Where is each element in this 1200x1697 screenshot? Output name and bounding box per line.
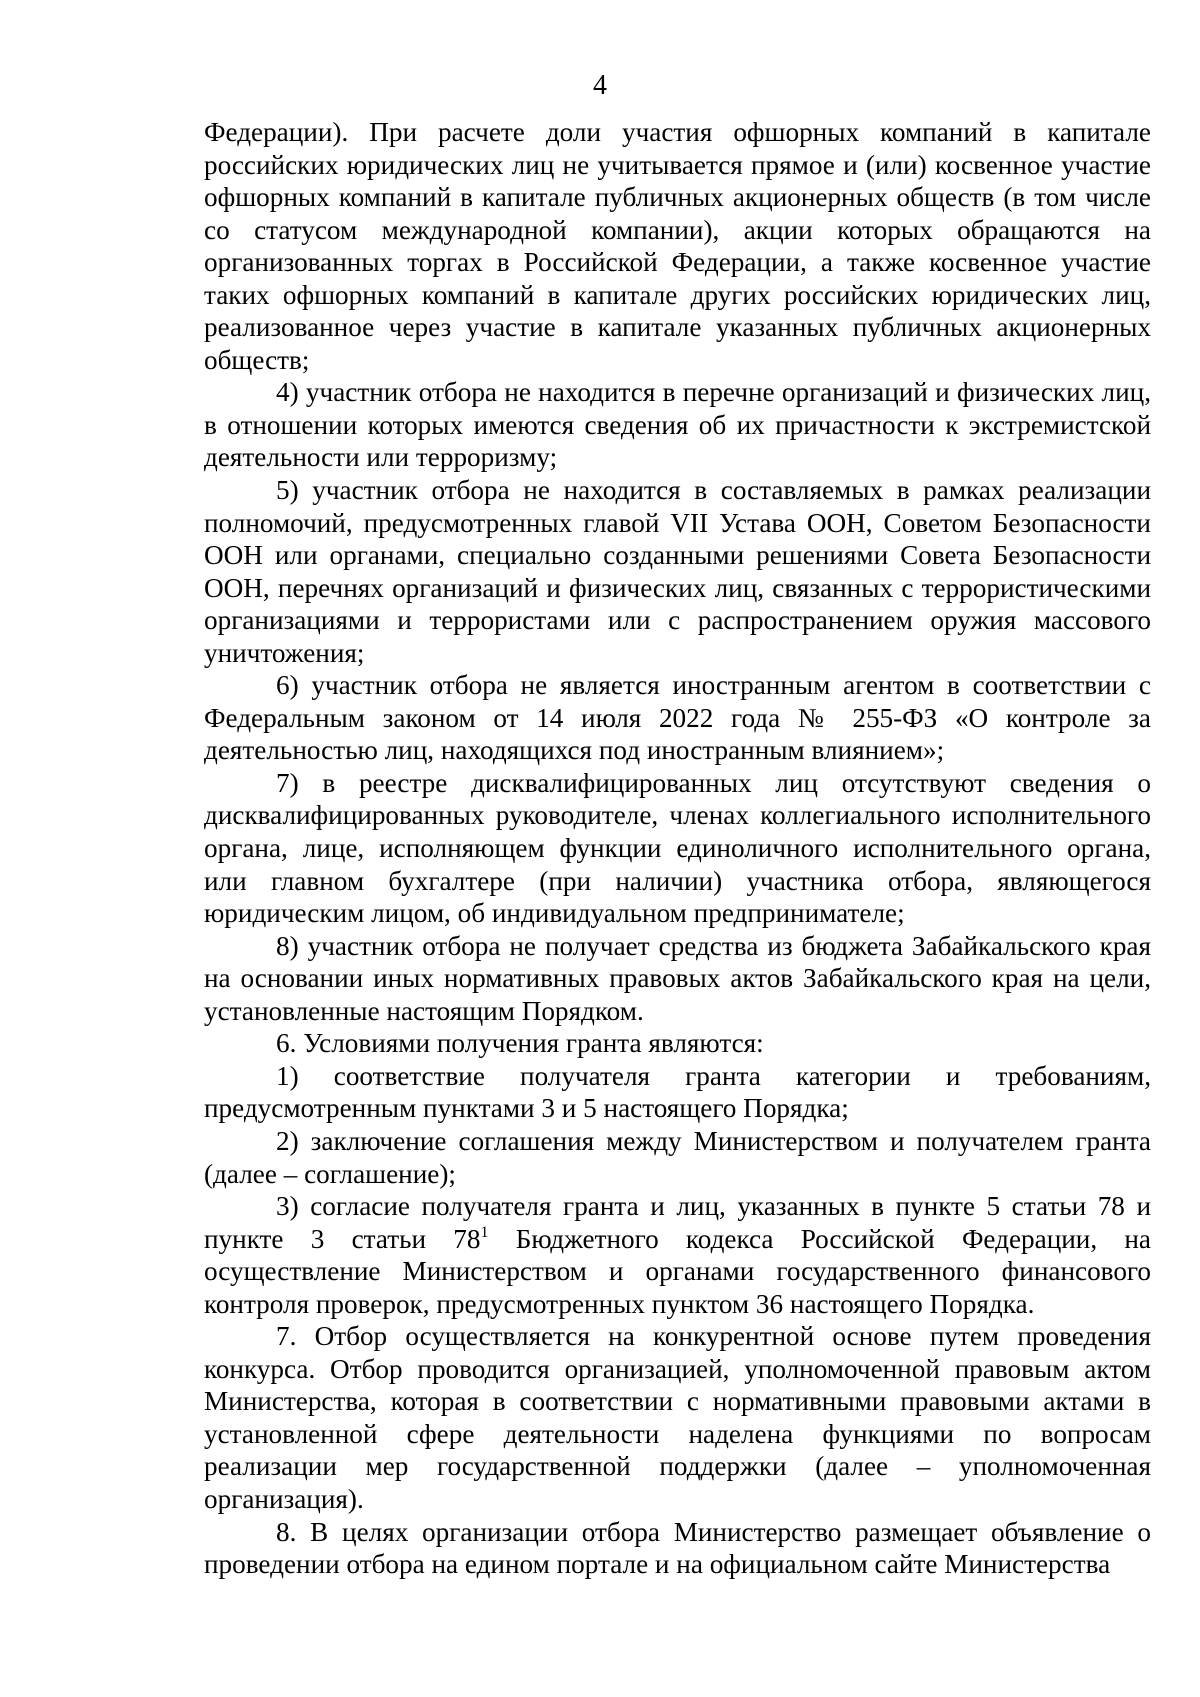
superscript-article-index: 1 [480,1223,489,1241]
paragraph-offshore-continuation: Федерации). При расчете доли участия офшорных компаний в капитале российских юридических лиц не учитывается прямое и (или) косвенное участие офшорных компаний в капитале публичных акционерных обществ (в том числе со статусом международной компании), акции которых обращаются на организованных торгах в Российской Федерации, а также косвенное участие таких офшорных компаний в капитале других российских юридических лиц, реализованное через участие в капитале указанных публичных акционерных обществ; [204,117,1151,375]
page-number: 4 [593,70,607,101]
paragraph-item-5: 5) участник отбора не находится в составляемых в рамках реализации полномочий, предусмотренных главой VII Устава ООН, Советом Безопасности ООН или органами, специально созданными решениями Совета Безопасности ООН, перечнях организаций и физических лиц, связанных с террористическими организациями и террористами или с распространением оружия массового уничтожения; [204,475,1151,668]
paragraph-section-6-heading: 6. Условиями получения гранта являются: [276,1028,764,1059]
paragraph-item-7: 7) в реестре дисквалифицированных лиц отсутствуют сведения о дисквалифицированных руководителе, членах коллегиального исполнительного органа, лице, исполняющем функции единоличного исполнительного органа, или главном бухгалтере (при наличии) участника отбора, являющегося юридическим лицом, об индивидуальном предпринимателе; [204,767,1151,929]
paragraph-item-4: 4) участник отбора не находится в перечне организаций и физических лиц, в отношении которых имеются сведения об их причастности к экстремистской деятельности или терроризму; [204,377,1151,473]
paragraph-condition-1: 1) соответствие получателя гранта категории и требованиям, предусмотренным пунктами 3 и 5 настоящего Порядка; [204,1060,1151,1124]
condition-3-text-start: 3) согласие получателя гранта и лиц, указанных в пункте 5 статьи 78 и пункте 3 статьи 78 [204,1191,1151,1254]
document-body [204,116,1151,1581]
condition-3-text-end: Бюджетного кодекса Российской Федерации, на осуществление Министерством и органами государственного финансового контроля проверок, предусмотренных пунктом 36 настоящего Порядка. [204,1223,1151,1319]
paragraph-condition-2: 2) заключение соглашения между Министерством и получателем гранта (далее – соглашение); [204,1125,1151,1189]
paragraph-item-8: 8) участник отбора не получает средства из бюджета Забайкальского края на основании иных нормативных правовых актов Забайкальского края на цели, установленные настоящим Порядком. [204,930,1151,1026]
paragraph-condition-3 [204,1190,1151,1320]
paragraph-section-8: 8. В целях организации отбора Министерство размещает объявление о проведении отбора на едином портале и на официальном сайте Министерства [204,1516,1151,1580]
paragraph-item-6: 6) участник отбора не является иностранным агентом в соответствии с Федеральным законом от 14 июля 2022 года № 255-ФЗ «О контроле за деятельностью лиц, находящихся под иностранным влиянием»; [204,670,1151,766]
paragraph-section-7: 7. Отбор осуществляется на конкурентной основе путем проведения конкурса. Отбор проводится организацией, уполномоченной правовым актом Министерства, которая в соответствии с нормативными правовыми актами в установленной сфере деятельности наделена функциями по вопросам реализации мер государственной поддержки (далее – уполномоченная организация). [204,1321,1151,1514]
